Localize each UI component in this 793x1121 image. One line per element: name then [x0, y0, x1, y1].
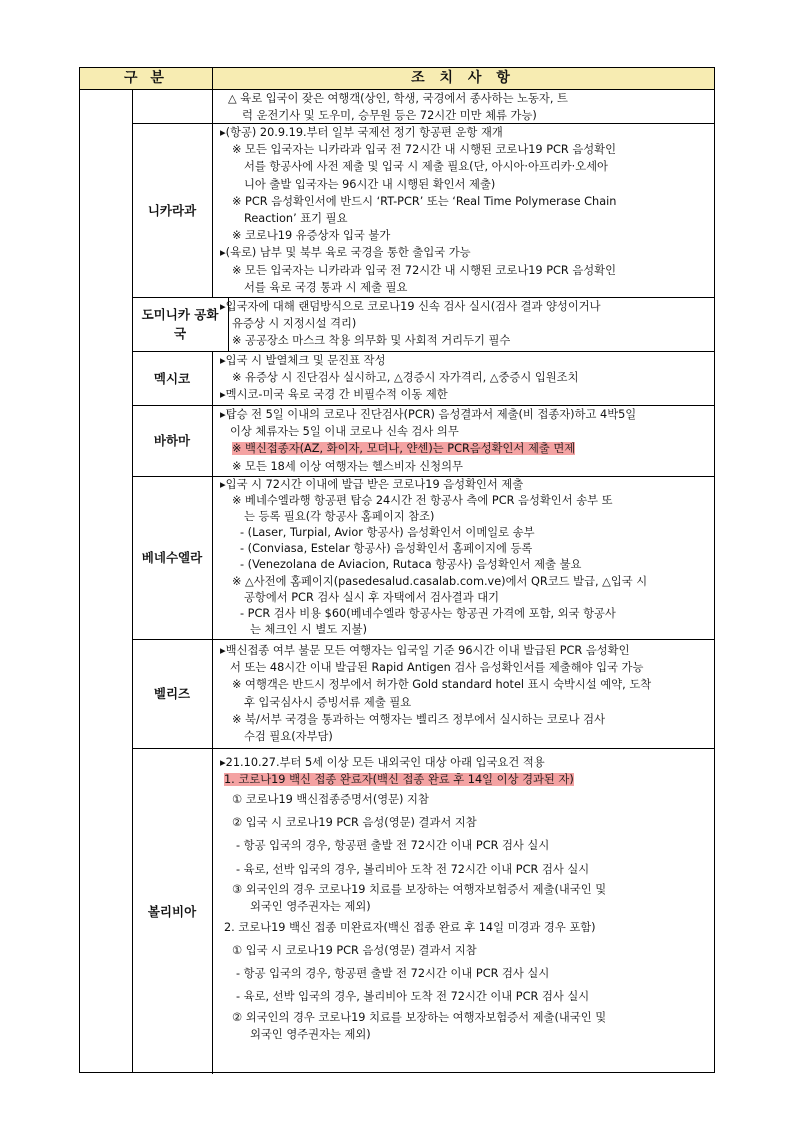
measure-line: - (Conviasa, Estelar 항공사) 음성확인서 홈페이지에 등록 — [240, 542, 533, 556]
table-header — [80, 68, 714, 90]
table-row-mexico — [132, 351, 714, 406]
country-name: 볼리비아 — [132, 748, 213, 1074]
table-row-venezuela — [132, 476, 714, 640]
measures-text — [212, 639, 714, 748]
highlight-text: 1. 코로나19 백신 접종 완료자(백신 접종 완료 후 14일 이상 경과된 자) — [224, 773, 574, 786]
country-name: 바하마 — [132, 405, 213, 476]
country-name: 니카라과 — [132, 123, 213, 297]
measure-line: ※ 여행객은 반드시 정부에서 허가한 Gold standard hotel 표시 숙박시설 예약, 도착 — [232, 678, 652, 692]
measure-line: ※ 모든 입국자는 니카라과 입국 전 72시간 내 시행된 코로나19 PCR 음성확인 — [232, 143, 617, 157]
measures-text — [212, 89, 714, 123]
measure-line: ③ 외국인의 경우 코로나19 치료를 보장하는 여행자보험증서 제출(내국인 및 — [232, 882, 607, 896]
region-column — [80, 89, 133, 1072]
measure-line: ※ 유증상 시 진단검사 실시하고, △경증시 자가격리, △중증시 입원조치 — [232, 371, 579, 385]
measure-line: 2. 코로나19 백신 접종 미완료자(백신 접종 완료 후 14일 미경과 경우 포함) — [224, 920, 596, 934]
highlight-text: ※ 백신접종자(AZ, 화이자, 모더나, 얀센)는 PCR음성확인서 제출 면제 — [232, 442, 576, 456]
measure-line: 공항에서 PCR 검사 실시 후 자택에서 검사결과 대기 — [244, 590, 500, 604]
measure-line: ※ 북/서부 국경을 통과하는 여행자는 벨리즈 정부에서 실시하는 코로나 검사 — [232, 712, 605, 726]
measure-line: 유증상 시 지정시설 격리) — [232, 317, 357, 331]
country-name: 벨리즈 — [132, 639, 213, 748]
measure-line: - 항공 입국의 경우, 항공편 출발 전 72시간 이내 PCR 검사 실시 — [236, 839, 550, 853]
measure-line: - (Venezolana de Aviacion, Rutaca 항공사) 음성확인서 제출 불요 — [240, 558, 582, 572]
measure-line: ▸탑승 전 5일 이내의 코로나 진단검사(PCR) 음성결과서 제출(비 접종자)하고 4박5일 — [220, 408, 637, 421]
measure-line: 럭 운전기사 및 도우미, 승무원 등은 72시간 미만 체류 가능) — [242, 109, 537, 123]
measure-line: - 육로, 선박 입국의 경우, 볼리비아 도착 전 72시간 이내 PCR 검사 실시 — [236, 990, 590, 1004]
measure-line: - PCR 검사 비용 $60(베네수엘라 항공사는 항공권 가격에 포함, 외국 항공사 — [240, 606, 616, 620]
table-row-bahamas — [132, 405, 714, 477]
measure-line: ※ 베네수엘라행 항공편 탑승 24시간 전 항공사 측에 PCR 음성확인서 송부 또 — [232, 494, 613, 508]
measures-text — [212, 297, 714, 351]
measure-line: - 육로, 선박 입국의 경우, 볼리비아 도착 전 72시간 이내 PCR 검사 실시 — [236, 862, 590, 876]
measure-line: ▸21.10.27.부터 5세 이상 모든 내외국인 대상 아래 입국요건 적용 — [220, 756, 545, 769]
measure-line: 서를 육로 국경 통과 시 제출 필요 — [244, 280, 408, 294]
country-name: 도미니카 공화국 — [132, 297, 229, 351]
measures-text — [212, 123, 714, 297]
measure-line: ▸(육로) 남부 및 북부 육로 국경을 통한 출입국 가능 — [220, 246, 471, 260]
measure-line: ▸멕시코-미국 육로 국경 간 비필수적 이동 제한 — [220, 388, 448, 402]
measure-line: ▸입국 시 72시간 이내에 발급 받은 코로나19 음성확인서 제출 — [220, 478, 524, 491]
table-row-continuation — [132, 89, 714, 124]
measures-text — [212, 748, 714, 1074]
measure-line: ※ 모든 입국자는 니카라과 입국 전 72시간 내 시행된 코로나19 PCR 음성확인 — [232, 263, 617, 277]
measure-line: - (Laser, Turpial, Avior 항공사) 음성확인서 이메일로 송부 — [240, 526, 535, 540]
measure-line: 이상 체류자는 5일 이내 코로나 신속 검사 의무 — [230, 425, 459, 439]
header-category: 구 분 — [80, 68, 213, 89]
measure-line: ② 입국 시 코로나19 PCR 음성(영문) 결과서 지참 — [232, 816, 477, 830]
measure-line: 외국인 영주권자는 제외) — [250, 899, 371, 913]
measure-line: 서 또는 48시간 이내 발급된 Rapid Antigen 검사 음성확인서를 제출해야 입국 가능 — [230, 661, 644, 675]
country-name — [132, 89, 213, 123]
table-row-belize — [132, 639, 714, 749]
measure-line: △ 육로 입국이 잦은 여행객(상인, 학생, 국경에서 종사하는 노동자, 트 — [228, 92, 568, 105]
measure-line: ② 외국인의 경우 코로나19 치료를 보장하는 여행자보험증서 제출(내국인 및 — [232, 1010, 607, 1024]
measure-line: ① 입국 시 코로나19 PCR 음성(영문) 결과서 지참 — [232, 944, 477, 958]
measure-line: ▸입국자에 대해 랜덤방식으로 코로나19 신속 검사 실시(검사 결과 양성이거나 — [220, 300, 601, 313]
measure-line: Reaction’ 표기 필요 — [244, 212, 348, 226]
measure-line: ▸(항공) 20.9.19.부터 일부 국제선 정기 항공편 운항 재개 — [220, 126, 503, 139]
header-measures: 조 치 사 항 — [411, 70, 515, 86]
entry-measures-table — [79, 67, 715, 1073]
measure-line: ※ 코로나19 유증상자 입국 불가 — [232, 229, 391, 243]
measure-line: 외국인 영주권자는 제외) — [250, 1027, 371, 1041]
measure-line: ※ 공공장소 마스크 착용 의무화 및 사회적 거리두기 필수 — [232, 334, 511, 348]
measure-line: 서를 항공사에 사전 제출 및 입국 시 제출 필요(단, 아시아·아프리카·오세아 — [244, 160, 608, 174]
measure-line: ※ 모든 18세 이상 여행자는 헬스비자 신청의무 — [232, 459, 463, 473]
measure-line: 니아 출발 입국자는 96시간 내 시행된 확인서 제출) — [244, 177, 496, 191]
measure-line: ※ PCR 음성확인서에 반드시 ‘RT-PCR’ 또는 ‘Real Time Polymerase Chain — [232, 194, 617, 208]
measures-text — [212, 476, 714, 639]
country-name: 멕시코 — [132, 351, 213, 405]
country-name: 베네수엘라 — [132, 476, 213, 639]
table-row-dominican-republic — [132, 297, 714, 352]
measure-line: ① 코로나19 백신접종증명서(영문) 지참 — [232, 793, 429, 806]
table-row-bolivia — [132, 748, 714, 1074]
measures-text — [212, 405, 714, 476]
measure-line: - 항공 입국의 경우, 항공편 출발 전 72시간 이내 PCR 검사 실시 — [236, 967, 550, 981]
measure-line: 는 체크인 시 별도 지불) — [250, 622, 367, 636]
measure-line: 수검 필요(자부담) — [244, 730, 333, 744]
highlighted-measure-line — [220, 771, 708, 788]
measures-text — [212, 351, 714, 405]
measure-line: ※ △사전에 홈페이지(pasedesalud.casalab.com.ve)에서 QR코드 발급, △입국 시 — [232, 574, 648, 588]
measure-line: ▸백신접종 여부 불문 모든 여행자는 입국일 기준 96시간 이내 발급된 PCR 음성확인 — [220, 644, 630, 657]
table-row-nicaragua — [132, 123, 714, 298]
measure-line: 후 입국심사시 증빙서류 제출 필요 — [244, 695, 412, 709]
highlighted-measure-line — [220, 440, 708, 457]
measure-line: ▸입국 시 발열체크 및 문진표 작성 — [220, 354, 386, 367]
measure-line: 는 등록 필요(각 항공사 홈페이지 참조) — [244, 510, 435, 524]
